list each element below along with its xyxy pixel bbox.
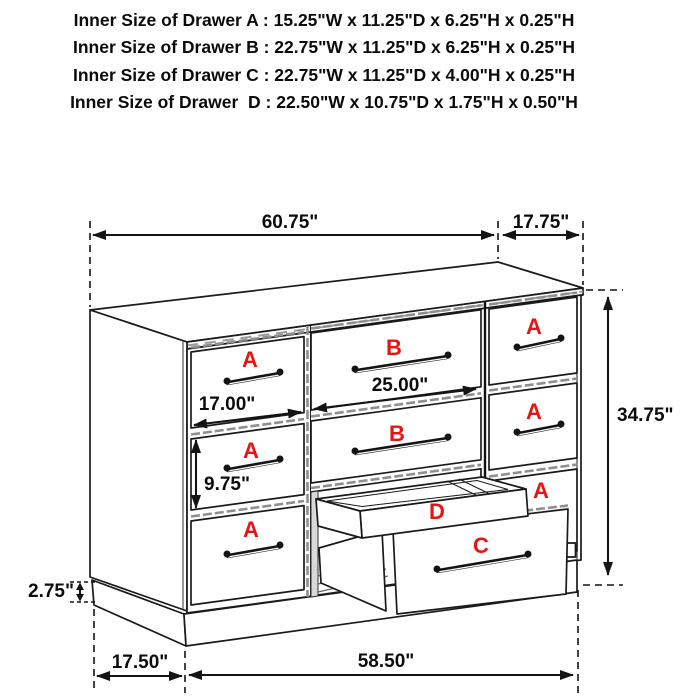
drawer-label-a: A bbox=[243, 517, 259, 542]
dim-base-front-width bbox=[189, 651, 573, 675]
drawer-label-a: A bbox=[242, 347, 258, 372]
dim-label-base-side-depth: 17.50" bbox=[111, 652, 169, 673]
side-surface bbox=[90, 310, 187, 611]
drawer-label-a: A bbox=[243, 438, 259, 463]
handle-knob bbox=[445, 352, 452, 359]
drawer-label-b: B bbox=[389, 421, 405, 446]
drawer-label-c: C bbox=[473, 533, 489, 558]
handle-knob bbox=[514, 344, 521, 351]
dimension-arrowhead bbox=[76, 594, 84, 602]
dim-label-top-depth: 17.75" bbox=[512, 212, 570, 233]
handle-knob bbox=[352, 366, 359, 373]
dim-base-side-depth bbox=[97, 652, 182, 676]
handle-knob bbox=[514, 429, 521, 436]
handle-knob bbox=[277, 542, 284, 549]
handle-knob bbox=[277, 456, 284, 463]
handle-knob bbox=[558, 335, 565, 342]
handle-knob bbox=[445, 434, 452, 441]
dim-top-width bbox=[93, 212, 494, 235]
spec-line-drawer-c: Inner Size of Drawer C : 22.75"W x 11.25"D x 4.00"H x 0.25"H bbox=[72, 64, 576, 85]
spec-line-drawer-d: Inner Size of Drawer D : 22.50"W x 10.75"D x 1.75"H x 0.50"H bbox=[70, 92, 578, 113]
dresser-side-panel bbox=[90, 310, 187, 611]
handle-knob bbox=[224, 551, 231, 558]
handle-knob bbox=[352, 448, 359, 455]
handle-knob bbox=[525, 551, 532, 558]
dim-label-drawer-b-width: 25.00" bbox=[371, 375, 429, 396]
drawer-label-a: A bbox=[526, 399, 542, 424]
dim-base-height bbox=[28, 581, 84, 602]
dim-label-drawer-a-width: 17.00" bbox=[198, 394, 256, 415]
handle-knob bbox=[558, 421, 565, 428]
dimension-arrowhead bbox=[76, 583, 84, 591]
dim-label-overall-height: 34.75" bbox=[617, 405, 674, 426]
drawer-label-b: B bbox=[386, 335, 402, 360]
drawer-front bbox=[489, 297, 577, 385]
drawer-front bbox=[489, 383, 577, 470]
drawer-label-d: D bbox=[429, 499, 445, 524]
handle-knob bbox=[277, 369, 284, 376]
dim-top-depth bbox=[503, 212, 579, 235]
dim-overall-height bbox=[608, 297, 674, 575]
handle-knob bbox=[224, 378, 231, 385]
spec-line-drawer-b: Inner Size of Drawer B : 22.75"W x 11.25"D x 6.25"H x 0.25"H bbox=[72, 37, 576, 58]
drawer-a-left-middle bbox=[191, 419, 304, 510]
dim-label-base-front-width: 58.50" bbox=[357, 651, 415, 672]
drawer-label-a: A bbox=[526, 314, 542, 339]
dim-label-top-width: 60.75" bbox=[261, 212, 319, 233]
drawer-a-right-top bbox=[489, 293, 577, 386]
spec-line-drawer-a: Inner Size of Drawer A : 15.25"W x 11.25"D x 6.25"H x 0.25"H bbox=[73, 10, 575, 30]
dim-label-base-height: 2.75" bbox=[28, 581, 74, 602]
handle-knob bbox=[434, 566, 441, 573]
drawer-label-a: A bbox=[533, 478, 549, 503]
dim-label-drawer-a-front-height: 9.75" bbox=[204, 474, 250, 495]
handle-knob bbox=[224, 465, 231, 472]
